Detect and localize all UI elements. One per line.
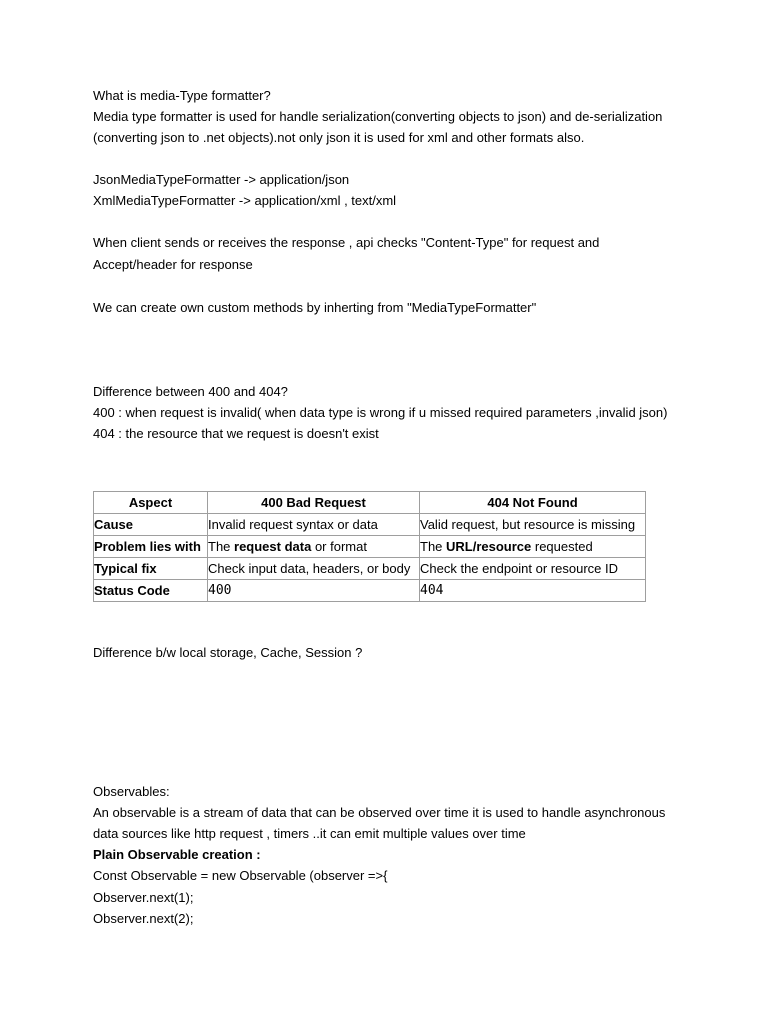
observables-subheading: Plain Observable creation :: [93, 847, 261, 862]
code-line-1: Const Observable = new Observable (observer =>{: [93, 868, 388, 883]
storage-question: Difference b/w local storage, Cache, Session ?: [93, 645, 363, 660]
cell-404: Check the endpoint or resource ID: [420, 558, 646, 580]
cell-aspect: Cause: [94, 514, 208, 536]
cell-text: requested: [531, 539, 593, 554]
code-line-3: Observer.next(2);: [93, 911, 194, 926]
media-type-answer-line-2: (converting json to .net objects).not only json it is used for xml and other formats also.: [93, 130, 585, 145]
code-line-2: Observer.next(1);: [93, 890, 194, 905]
cell-400: 400: [208, 580, 420, 602]
comparison-table: [93, 491, 646, 602]
table-row: [94, 514, 646, 536]
table-row: [94, 558, 646, 580]
cell-404: 404: [420, 580, 646, 602]
media-type-question: What is media-Type formatter?: [93, 88, 271, 103]
observables-desc-line-2: data sources like http request , timers ..it can emit multiple values over time: [93, 826, 526, 841]
cell-text: The: [208, 539, 235, 554]
content-type-line-1: When client sends or receives the response , api checks "Content-Type" for request and: [93, 235, 600, 250]
json-formatter-line: JsonMediaTypeFormatter -> application/json: [93, 172, 350, 187]
observables-desc-line-1: An observable is a stream of data that can be observed over time it is used to handle asynchronous: [93, 805, 666, 820]
header-404: 404 Not Found: [420, 492, 646, 514]
xml-formatter-line: XmlMediaTypeFormatter -> application/xml , text/xml: [93, 193, 397, 208]
cell-404: Valid request, but resource is missing: [420, 514, 646, 536]
cell-text: The: [420, 539, 447, 554]
cell-400: [208, 536, 420, 558]
media-type-answer-line-1: Media type formatter is used for handle serialization(converting objects to json) and de-serialization: [93, 109, 663, 124]
cell-aspect: Status Code: [94, 580, 208, 602]
cell-400: Invalid request syntax or data: [208, 514, 420, 536]
cell-400: Check input data, headers, or body: [208, 558, 420, 580]
cell-aspect: Typical fix: [94, 558, 208, 580]
custom-formatter-line: We can create own custom methods by inherting from "MediaTypeFormatter": [93, 300, 537, 315]
table-row: [94, 580, 646, 602]
header-aspect: Aspect: [94, 492, 208, 514]
status-400-line: 400 : when request is invalid( when data type is wrong if u missed required parameters ,invalid json): [93, 405, 668, 420]
observables-heading: Observables:: [93, 784, 170, 799]
cell-bold-text: request data: [234, 539, 312, 554]
cell-bold-text: URL/resource: [446, 539, 532, 554]
table-header-row: [94, 492, 646, 514]
cell-text: or format: [311, 539, 367, 554]
status-codes-question: Difference between 400 and 404?: [93, 384, 288, 399]
table-row: [94, 536, 646, 558]
status-404-line: 404 : the resource that we request is doesn't exist: [93, 426, 379, 441]
header-400: 400 Bad Request: [208, 492, 420, 514]
cell-aspect: Problem lies with: [94, 536, 208, 558]
cell-404: [420, 536, 646, 558]
content-type-line-2: Accept/header for response: [93, 257, 253, 272]
